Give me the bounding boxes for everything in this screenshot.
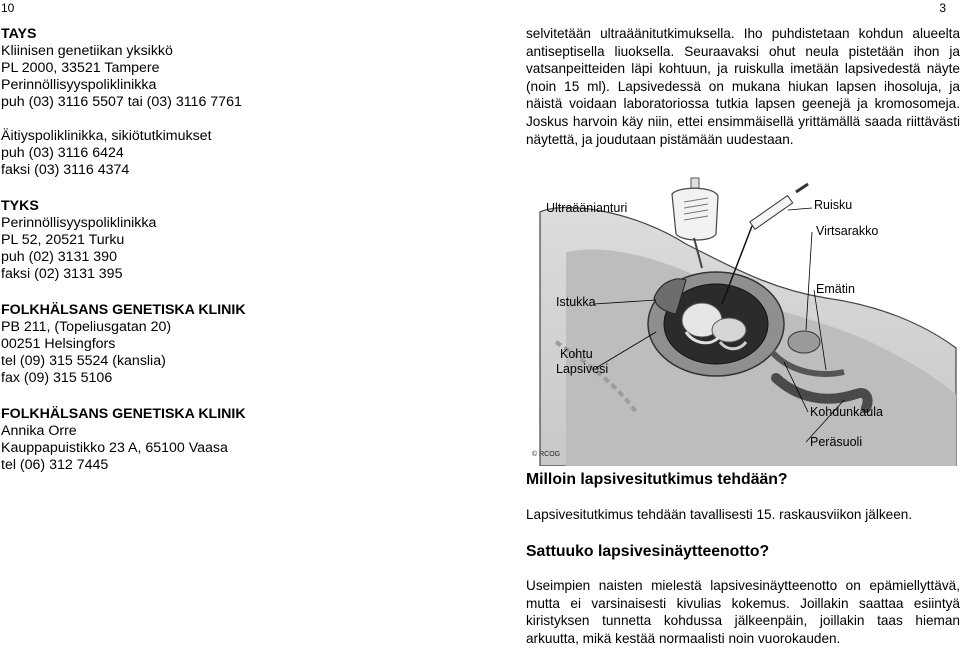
contact-block-tyks bbox=[1, 198, 461, 283]
section-heading-pain: Sattuuko lapsivesinäytteenotto? bbox=[526, 543, 770, 560]
contact-line: PL 52, 20521 Turku bbox=[1, 232, 125, 248]
contact-line: tel (09) 315 5524 (kanslia) bbox=[1, 353, 166, 369]
contact-line: Annika Orre bbox=[1, 423, 77, 439]
page-number-left: 10 bbox=[1, 1, 15, 15]
section-text-when: Lapsivesitutkimus tehdään tavallisesti 15. raskausviikon jälkeen. bbox=[526, 507, 913, 522]
contact-title: TAYS bbox=[1, 26, 37, 42]
contact-line: Kauppapuistikko 23 A, 65100 Vaasa bbox=[1, 440, 228, 456]
contact-line: puh (03) 3116 6424 bbox=[1, 145, 124, 161]
contact-line: Kliinisen genetiikan yksikkö bbox=[1, 43, 173, 59]
label-placenta: Istukka bbox=[556, 295, 596, 309]
contact-line: Äitiyspoliklinikka, sikiötutkimukset bbox=[1, 128, 212, 144]
label-rectum: Peräsuoli bbox=[810, 435, 863, 449]
contact-line: puh (03) 3116 5507 tai (03) 3116 7761 bbox=[1, 94, 242, 110]
contact-line: puh (02) 3131 390 bbox=[1, 249, 117, 265]
section-text-pain: Useimpien naisten mielestä lapsivesinäytteenotto on epämiellyttävä, mutta ei varsinaisesti kivulias kokemus. Joillakin saattaa esiintyä kiristyksen tunnetta kohdussa jälkeenpäin, joillakin taas hieman arkuutta, mikä kestää normaalisti noin vuorokauden. bbox=[526, 578, 960, 646]
contact-title: TYKS bbox=[1, 198, 39, 214]
contact-block-tays bbox=[1, 26, 461, 179]
contact-block-folkhalsan-vaasa bbox=[1, 406, 461, 474]
contact-line: fax (09) 315 5106 bbox=[1, 370, 113, 386]
contact-title: FOLKHÄLSANS GENETISKA KLINIK bbox=[1, 302, 246, 318]
contact-line: faksi (03) 3116 4374 bbox=[1, 162, 130, 178]
page-number-right: 3 bbox=[939, 1, 946, 15]
bladder bbox=[788, 331, 820, 353]
intro-paragraph: selvitetään ultraäänitutkimuksella. Iho puhdistetaan kohdun alueelta antiseptisella liuoksella. Seuraavaksi ohut neula pistetään ihon ja vatsanpeitteiden läpi kohtuun, ja ruiskulla imetään lapsivedestä näyte (noin 15 ml). Lapsivedessä on mukana hiukan lapsen ihosoluja, ja näistä voidaan laboratoriossa tutkia lapsen geenejä ja kromosomeja. Joskus harvoin käy niin, ettei ensimmäisellä yrittämällä saada riittävästi näytettä, ja joudutaan pistämään uudestaan. bbox=[526, 26, 960, 147]
label-vagina: Emätin bbox=[816, 282, 855, 296]
contact-line: tel (06) 312 7445 bbox=[1, 457, 109, 473]
copyright-mark: © RCOG bbox=[532, 451, 561, 458]
contact-title: FOLKHÄLSANS GENETISKA KLINIK bbox=[1, 406, 246, 422]
section-heading-when: Milloin lapsivesitutkimus tehdään? bbox=[526, 471, 788, 488]
contact-line: Perinnöllisyyspoliklinikka bbox=[1, 77, 157, 93]
contact-line: Perinnöllisyyspoliklinikka bbox=[1, 215, 157, 231]
amniocentesis-diagram bbox=[526, 172, 960, 466]
label-uterus: Kohtu bbox=[560, 347, 593, 361]
label-amniotic-fluid: Lapsivesi bbox=[556, 362, 609, 376]
contact-line: faksi (02) 3131 395 bbox=[1, 266, 123, 282]
label-syringe: Ruisku bbox=[814, 198, 853, 212]
contact-line: PL 2000, 33521 Tampere bbox=[1, 60, 160, 76]
diagram-svg bbox=[526, 172, 960, 466]
label-ultrasound-probe: Ultraäänianturi bbox=[546, 201, 628, 215]
label-cervix: Kohdunkaula bbox=[810, 405, 883, 419]
contact-line: 00251 Helsingfors bbox=[1, 336, 116, 352]
label-bladder: Virtsarakko bbox=[816, 224, 879, 238]
contact-list bbox=[1, 26, 461, 474]
contact-line: PB 211, (Topeliusgatan 20) bbox=[1, 319, 172, 335]
contact-block-folkhalsan-helsinki bbox=[1, 302, 461, 387]
